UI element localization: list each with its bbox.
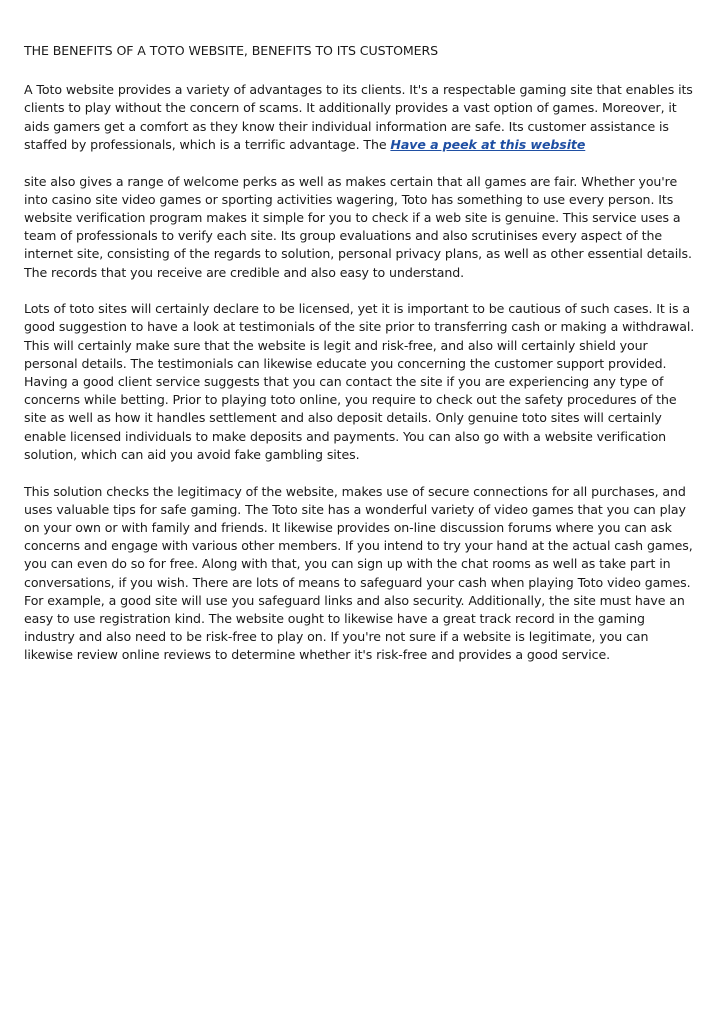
peek-website-link[interactable]: Have a peek at this website — [390, 136, 586, 152]
paragraph-welcome-perks: site also gives a range of welcome perks as well as makes certain that all games are fair. Whether you're into casino site video games or sporting activities wagering, Toto has something to use every person. Its website verification program makes it simple for you to check if a web site is genuine. This service uses a team of professionals to verify each site. Its group evaluations and also scrutinises every aspect of the internet site, consisting of the regards to solution, personal privacy plans, as well as other essential details. The records that you receive are credible and also easy to understand. — [24, 173, 692, 280]
paragraph-verification-solution: This solution checks the legitimacy of the website, makes use of secure connections for all purchases, and uses valuable tips for safe gaming. The Toto site has a wonderful variety of video games that you can play on your own or with family and friends. It likewise provides on-line discussion forums where you can ask concerns and engage with various other members. If you intend to try your hand at the actual cash games, you can even do so for free. Along with that, you can sign up with the chat rooms as well as take part in conversations, if you wish. There are lots of means to safeguard your cash when playing Toto video games. For example, a good site will use you safeguard links and also security. Additionally, the site must have an easy to use registration kind. The website ought to likewise have a great track record in the gaming industry and also need to be risk-free to play on. If you're not sure if a website is legitimate, you can likewise review online reviews to determine whether it's risk-free and provides a good service. — [24, 483, 693, 663]
paragraph-intro — [24, 81, 698, 154]
document-title: THE BENEFITS OF A TOTO WEBSITE, BENEFITS TO ITS CUSTOMERS — [24, 43, 439, 58]
paragraph-intro-text: A Toto website provides a variety of advantages to its clients. It's a respectable gaming site that enables its clients to play without the concern of scams. It additionally provides a vast option of games. Moreover, it aids gamers get a comfort as they know their individual information are safe. Its customer assistance is staffed by professionals, which is a terrific advantage. The — [24, 82, 693, 152]
document-page — [24, 42, 698, 683]
paragraph-licensed-sites: Lots of toto sites will certainly declare to be licensed, yet it is important to be cautious of such cases. It is a good suggestion to have a look at testimonials of the site prior to transferring cash or making a withdrawal. This will certainly make sure that the website is legit and risk-free, and also will certainly shield your personal details. The testimonials can likewise educate you concerning the customer support provided. Having a good client service suggests that you can contact the site if you are experiencing any type of concerns while betting. Prior to playing toto online, you require to check out the safety procedures of the site as well as how it handles settlement and also deposit details. Only genuine toto sites will certainly enable licensed individuals to make deposits and payments. You can also go with a website verification solution, which can aid you avoid fake gambling sites. — [24, 301, 695, 462]
